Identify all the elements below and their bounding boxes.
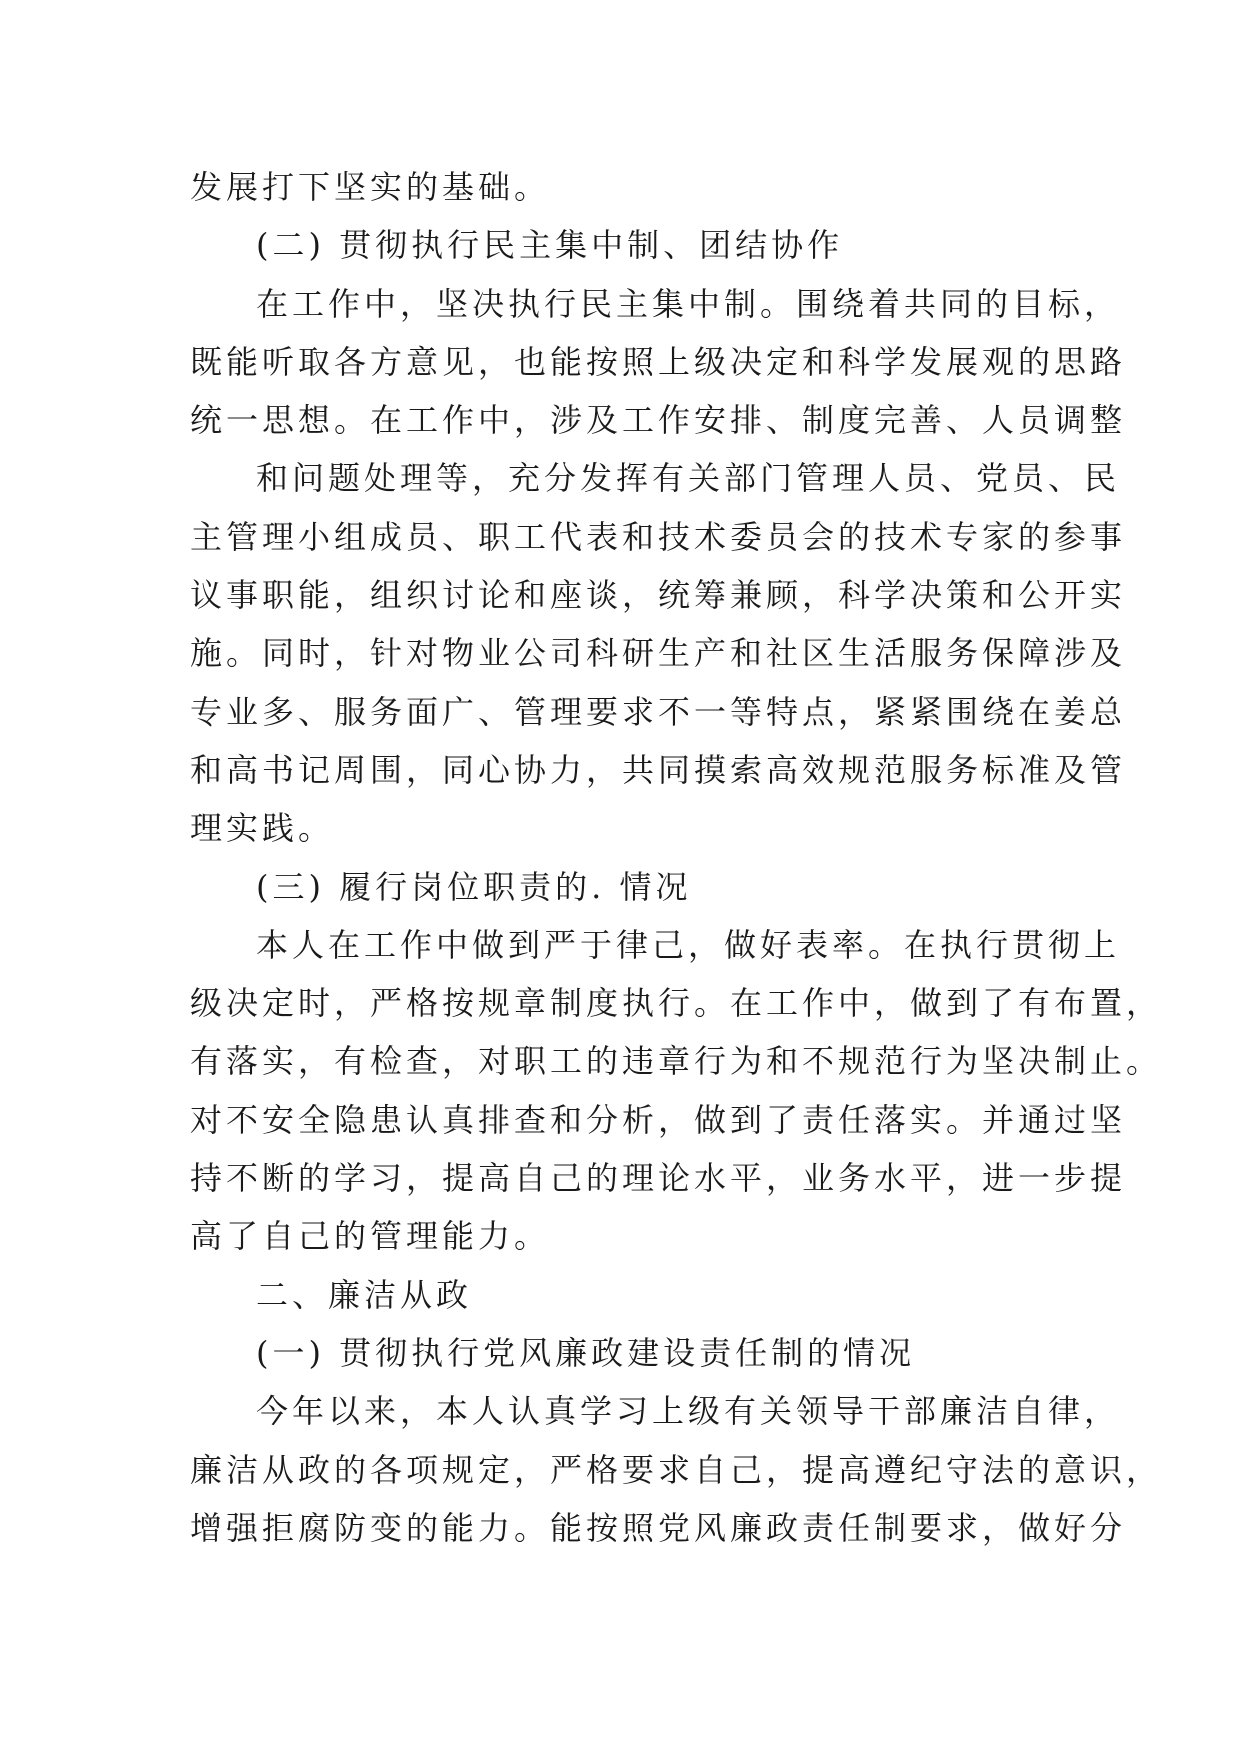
text-line: 在工作中，坚决执行民主集中制。围绕着共同的目标， <box>256 284 1121 323</box>
section-heading: (二) 贯彻执行民主集中制、团结协作 <box>256 226 844 265</box>
text-line: 级决定时，严格按规章制度执行。在工作中，做到了有布置， <box>190 984 1163 1023</box>
text-line: 高了自己的管理能力。 <box>190 1217 551 1256</box>
text-line: 发展打下坚实的基础。 <box>190 168 551 206</box>
body-text <box>190 158 1163 1557</box>
text-line: 主管理小组成员、职工代表和技术委员会的技术专家的参事 <box>190 517 1127 556</box>
text-line: 既能听取各方意见，也能按照上级决定和科学发展观的思路 <box>190 342 1127 381</box>
text-line: 理实践。 <box>190 809 335 848</box>
text-line: 本人在工作中做到严于律己，做好表率。在执行贯彻上 <box>256 925 1121 964</box>
text-line: 持不断的学习，提高自己的理论水平，业务水平，进一步提 <box>190 1159 1127 1198</box>
section-heading: 二、廉洁从政 <box>256 1275 473 1314</box>
text-line: 廉洁从政的各项规定，严格要求自己，提高遵纪守法的意识， <box>190 1450 1163 1489</box>
text-line: 今年以来，本人认真学习上级有关领导干部廉洁自律， <box>256 1392 1121 1431</box>
text-line: 增强拒腐防变的能力。能按照党风廉政责任制要求，做好分 <box>190 1508 1127 1547</box>
text-line: 议事职能，组织讨论和座谈，统筹兼顾，科学决策和公开实 <box>190 576 1127 615</box>
section-heading: (三) 履行岗位职责的. 情况 <box>256 867 692 906</box>
text-line: 施。同时，针对物业公司科研生产和社区生活服务保障涉及 <box>190 634 1127 673</box>
text-line: 统一思想。在工作中，涉及工作安排、制度完善、人员调整 <box>190 401 1127 440</box>
text-line: 对不安全隐患认真排查和分析，做到了责任落实。并通过坚 <box>190 1100 1127 1139</box>
section-heading: (一) 贯彻执行党风廉政建设责任制的情况 <box>256 1333 916 1372</box>
text-line: 专业多、服务面广、管理要求不一等特点，紧紧围绕在姜总 <box>190 692 1127 731</box>
text-line: 和高书记周围，同心协力，共同摸索高效规范服务标准及管 <box>190 750 1127 789</box>
text-line: 和问题处理等，充分发挥有关部门管理人员、党员、民 <box>256 459 1121 498</box>
text-line: 有落实，有检查，对职工的违章行为和不规范行为坚决制止。 <box>190 1042 1163 1081</box>
